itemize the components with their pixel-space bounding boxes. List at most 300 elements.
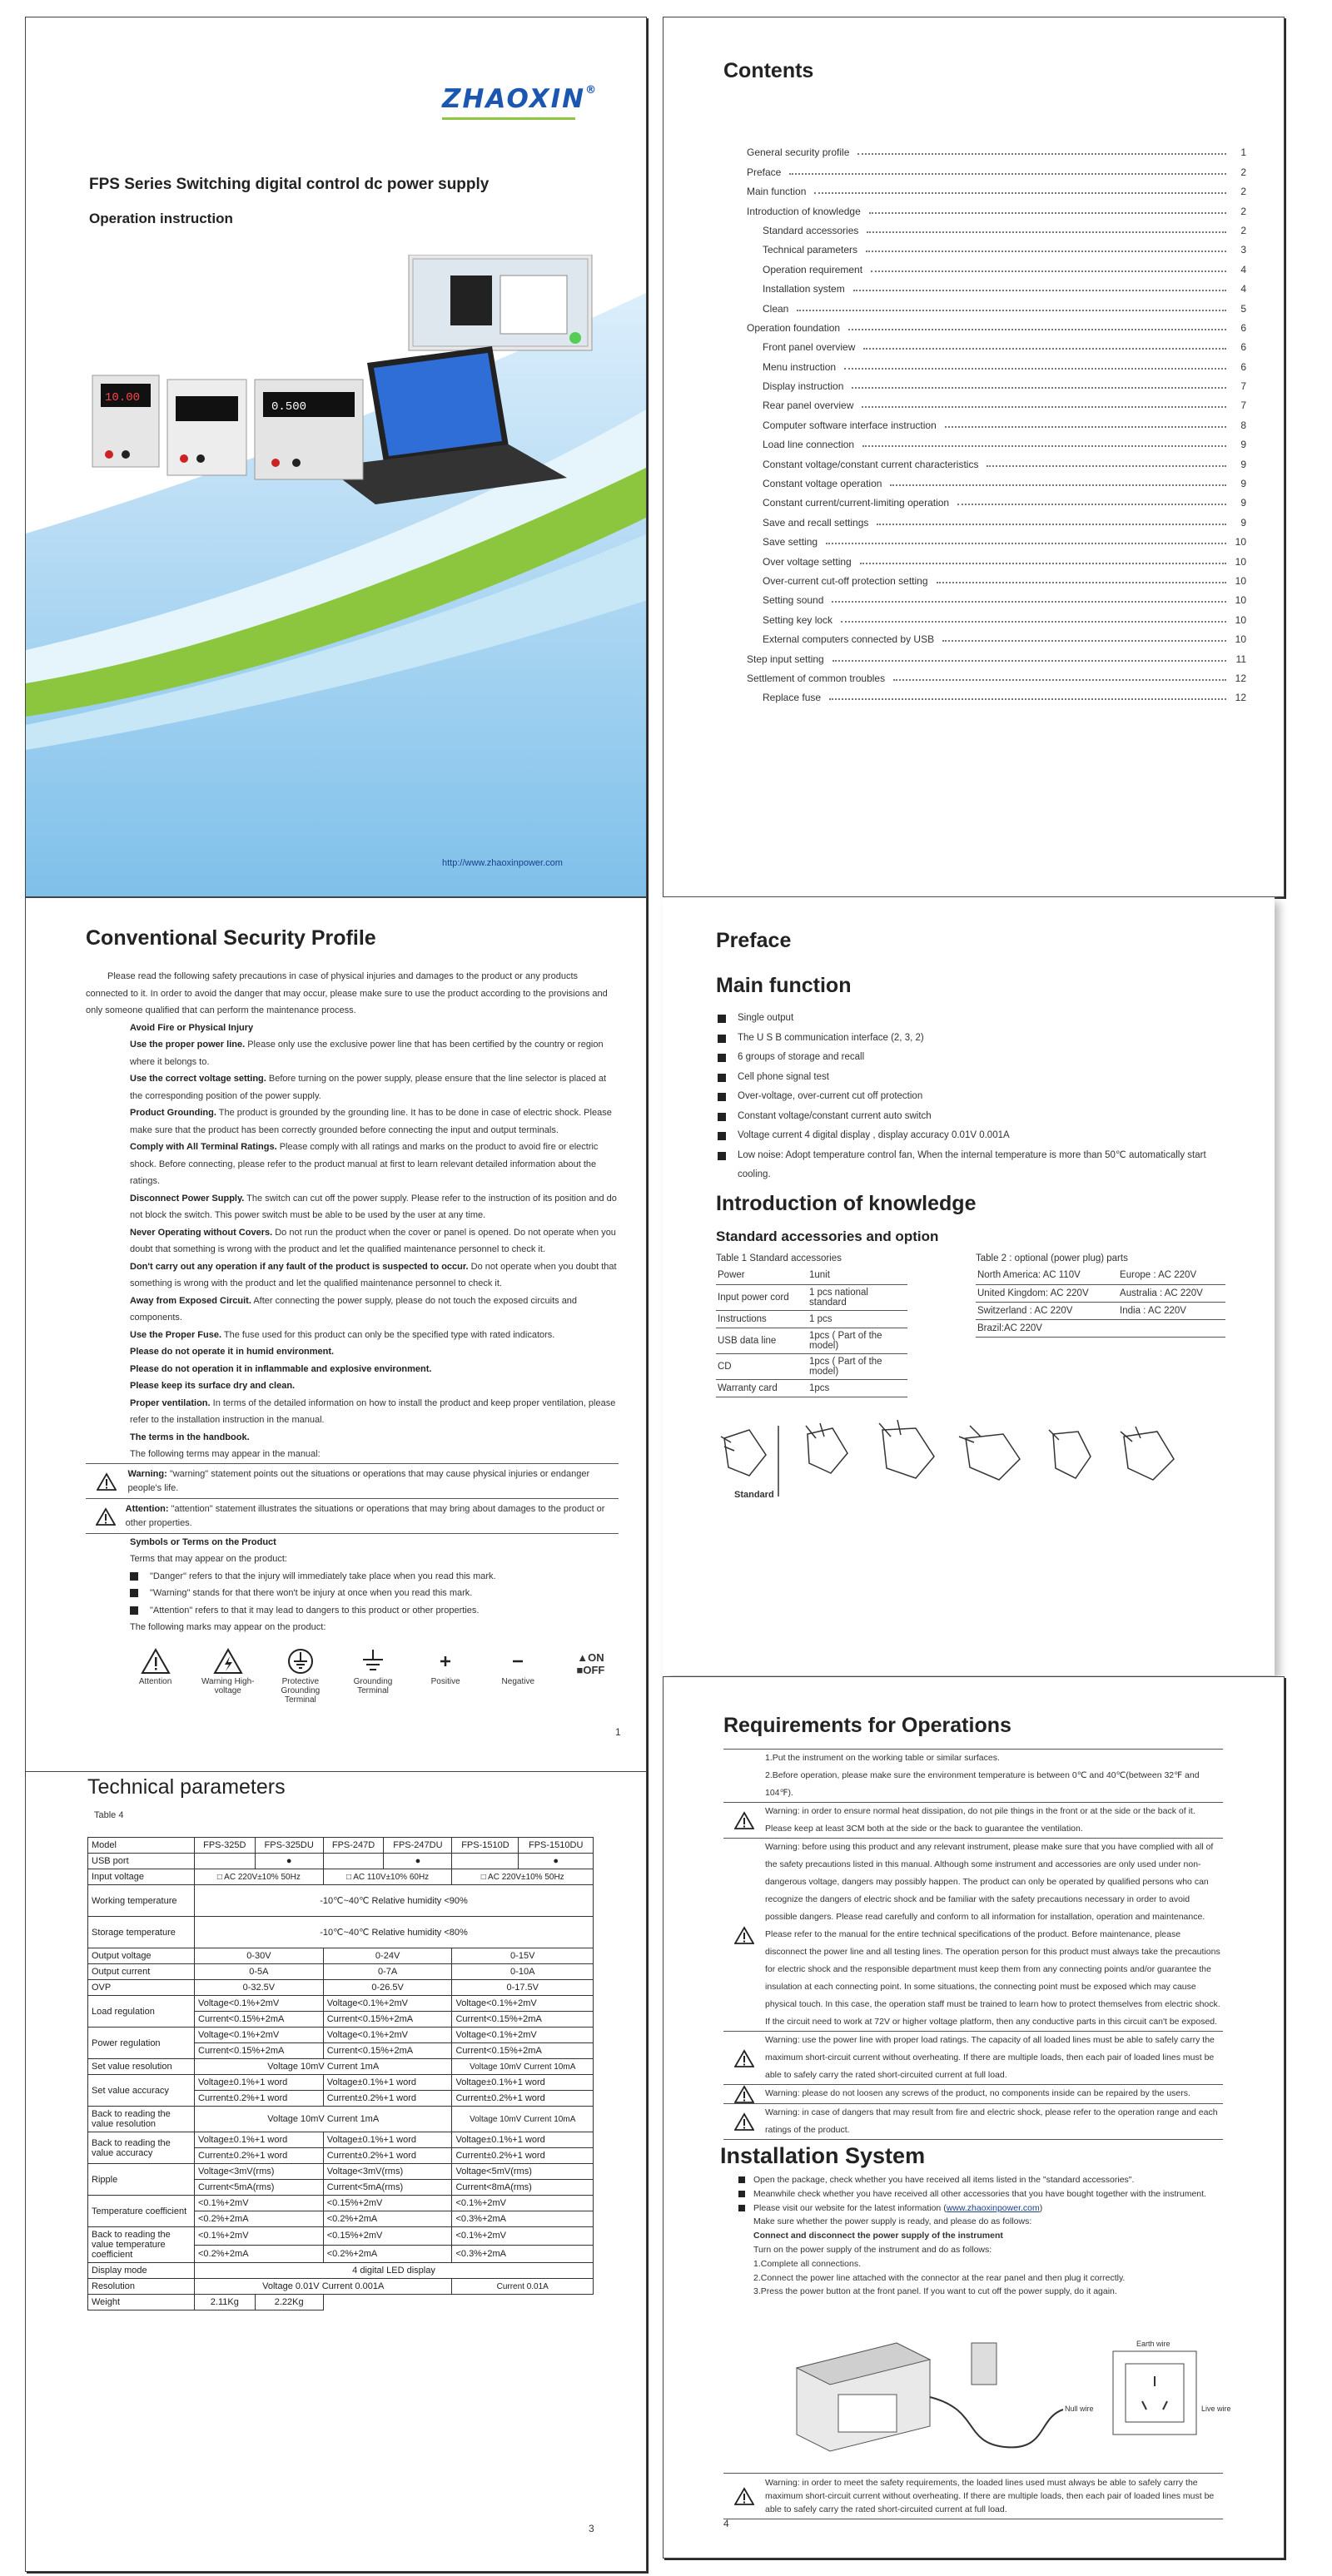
toc-label: Standard accessories	[763, 224, 859, 236]
param-label: USB port	[88, 1854, 195, 1869]
security-page	[25, 897, 647, 1778]
function-list	[718, 1009, 1234, 1185]
toc-page: 10	[1235, 633, 1246, 646]
installation-title: Installation System	[720, 2143, 926, 2168]
toc-entry[interactable]	[747, 139, 1246, 158]
contents-page	[663, 17, 1285, 897]
bullet-square	[130, 1606, 138, 1615]
plug-cell: North America: AC 110V	[976, 1267, 1118, 1284]
span-value: 4 digital LED display	[195, 2263, 594, 2279]
security-item-heading: Please do not operate it in humid environment.	[130, 1347, 335, 1357]
security-item	[86, 1224, 619, 1258]
toc-leader	[829, 698, 1226, 700]
toc-leader	[945, 426, 1226, 428]
toc-leader	[893, 679, 1226, 681]
preface-title: Preface	[716, 929, 792, 952]
security-item	[86, 1361, 619, 1378]
toc-label: Constant voltage operation	[763, 478, 882, 490]
toc-entry[interactable]	[747, 275, 1246, 295]
toc-label: Technical parameters	[763, 244, 858, 256]
security-item-heading: Proper ventilation.	[130, 1397, 211, 1408]
main-function-title: Main function	[716, 974, 852, 997]
warning-body: "attention" statement illustrates the situations or operations that may bring about damages to the product or other properties.	[125, 1503, 605, 1528]
param-value: Voltage<5mV(rms)	[452, 2164, 594, 2180]
accessory-qty: 1pcs	[808, 1379, 907, 1397]
toc-entry[interactable]	[747, 295, 1246, 314]
toc-label: Introduction of knowledge	[747, 205, 861, 217]
toc-entry[interactable]	[747, 606, 1246, 625]
toc-page: 6	[1240, 341, 1246, 354]
param-label: Load regulation	[88, 1996, 195, 2028]
toc-page: 11	[1235, 653, 1246, 665]
cover-title: FPS Series Switching digital control dc power supply	[89, 176, 490, 193]
install-text: Open the package, check whether you have received all items listed in the "standard accessories".	[753, 2175, 1135, 2185]
symbol-label: Protective Grounding Terminal	[281, 1676, 321, 1705]
toc-leader	[866, 251, 1226, 252]
param-value: Voltage<3mV(rms)	[195, 2164, 324, 2180]
requirement-text: Warning: please do not loosen any screws of the product, no components inside can be repaired by the users.	[765, 2088, 1190, 2098]
param-value: 0-30V	[195, 1948, 324, 1964]
bullet-square	[130, 1589, 138, 1597]
plug-cell: Brazil:AC 220V	[976, 1319, 1118, 1337]
off-label: ■OFF	[576, 1663, 605, 1676]
param-label: Set value accuracy	[88, 2075, 195, 2107]
toc-entry[interactable]	[747, 392, 1246, 411]
install-text: Please visit our website for the latest information (www.zhaoxinpower.com)	[753, 2202, 1043, 2213]
requirement-icon-cell	[723, 1803, 765, 1838]
table-row	[88, 2196, 594, 2211]
symbol-item	[418, 1648, 474, 1705]
requirements-page	[663, 1676, 1285, 2559]
cover-lcd-current: 0.500	[271, 400, 307, 414]
param-value: 0-26.5V	[323, 1980, 452, 1996]
warning-icon	[734, 2049, 754, 2067]
toc-entry[interactable]	[747, 197, 1246, 216]
function-item	[718, 1087, 1234, 1107]
toc-leader	[942, 640, 1226, 642]
warning-icon	[734, 2112, 754, 2131]
param-value: Current<5mA(rms)	[323, 2180, 452, 2196]
accessory-qty: 1unit	[808, 1267, 907, 1284]
security-item-text: Do not run the product when the cover or panel is opened. Do not operate when you doubt that something is wrong with the product and let the qualified maintenance personnel to check it.	[130, 1227, 616, 1254]
toc-page: 2	[1240, 186, 1246, 198]
symbol-item	[490, 1648, 546, 1705]
toc-leader	[862, 445, 1226, 447]
toc-label: Rear panel overview	[763, 400, 854, 412]
span-value: -10℃~40℃ Relative humidity <80%	[195, 1917, 594, 1948]
page-number: 1	[615, 1726, 621, 1738]
install-link[interactable]: www.zhaoxinpower.com	[946, 2202, 1040, 2213]
usb-cell: ●	[519, 1854, 594, 1869]
param-value: 0-17.5V	[452, 1980, 594, 1996]
toc-leader	[832, 601, 1226, 603]
toc-entry[interactable]	[747, 450, 1246, 469]
param-value: Current<0.15%+2mA	[452, 2012, 594, 2028]
toc-label: Over voltage setting	[763, 555, 852, 568]
toc-label: Display instruction	[763, 380, 844, 393]
param-value: Voltage 10mV Current 10mA	[452, 2059, 594, 2075]
accessories-title: Standard accessories and option	[716, 1228, 939, 1244]
toc-entry[interactable]	[747, 411, 1246, 430]
security-item-text: The product is grounded by the grounding line. It has to be done in case of electric shock. Please make sure that the product has been correctly grounded before connecting the input and output terminals.	[130, 1108, 612, 1135]
weight-value: 2.22Kg	[255, 2295, 323, 2310]
toc-page: 9	[1240, 458, 1246, 470]
table-row	[88, 2107, 594, 2132]
table-row	[88, 1948, 594, 1964]
function-item	[718, 1068, 1234, 1088]
toc-entry[interactable]	[747, 489, 1246, 509]
table-row	[88, 2132, 594, 2148]
toc-page: 10	[1235, 613, 1246, 626]
accessory-name: CD	[716, 1353, 808, 1379]
ground-icon	[358, 1648, 388, 1675]
param-label: Output voltage	[88, 1948, 195, 1964]
table-row	[88, 2279, 594, 2295]
param-value: Current<0.15%+2mA	[452, 2043, 594, 2059]
param-value: <0.2%+2mA	[323, 2245, 452, 2263]
symbol-item	[345, 1648, 400, 1705]
table-row	[88, 2059, 594, 2075]
install-step: 2.Connect the power line attached with the connector at the rear panel and then plug it correctly.	[753, 2272, 1126, 2283]
param-value: <0.15%+2mV	[323, 2227, 452, 2246]
table-row	[976, 1319, 1225, 1337]
bullet-text: "Attention" refers to that it may lead to dangers to this product or other properties.	[150, 1605, 480, 1616]
param-value: Voltage±0.1%+1 word	[195, 2075, 324, 2091]
param-value: Current 0.01A	[452, 2279, 594, 2295]
toc-page: 5	[1240, 302, 1246, 315]
warning-text	[126, 1502, 619, 1531]
param-label: Output current	[88, 1964, 195, 1980]
toc-entry[interactable]	[747, 626, 1246, 645]
param-label: Ripple	[88, 2164, 195, 2196]
param-value: 0-7A	[323, 1964, 452, 1980]
table-row	[88, 1838, 594, 1854]
model-name: FPS-1510D	[452, 1838, 519, 1854]
usb-cell	[323, 1854, 384, 1869]
requirement-icon-cell	[723, 1839, 765, 2031]
toc-page: 7	[1240, 380, 1246, 393]
toc-leader	[857, 153, 1226, 155]
table-row	[88, 2075, 594, 2091]
table-row	[716, 1353, 907, 1379]
table-row	[716, 1284, 907, 1310]
bullet-square	[718, 1132, 726, 1140]
model-name: FPS-1510DU	[519, 1838, 594, 1854]
accessory-qty: 1 pcs	[808, 1310, 907, 1328]
usb-cell: ●	[384, 1854, 452, 1869]
table-row	[976, 1284, 1225, 1302]
param-label: Display mode	[88, 2263, 195, 2279]
toc-entry[interactable]	[747, 529, 1246, 548]
toc-entry[interactable]	[747, 509, 1246, 528]
toc-entry[interactable]	[747, 353, 1246, 372]
param-value: <0.1%+2mV	[452, 2227, 594, 2246]
knowledge-title: Introduction of knowledge	[716, 1192, 977, 1215]
toc-label: Preface	[747, 166, 782, 178]
symbols-intro: Terms that may appear on the product:	[130, 1554, 287, 1564]
toc-entry[interactable]	[747, 178, 1246, 197]
symbol-label: Warning High-voltage	[201, 1676, 255, 1695]
function-text: The U S B communication interface (2, 3, 2)	[738, 1032, 924, 1043]
toc-leader	[841, 621, 1226, 623]
toc-leader	[957, 504, 1226, 505]
warning-icon	[734, 1811, 754, 1829]
model-name: FPS-247D	[323, 1838, 384, 1854]
requirement-icon-cell	[723, 1750, 765, 1802]
brand-logo: ZHAOXIN®	[442, 84, 599, 114]
plug-cell: United Kingdom: AC 220V	[976, 1284, 1118, 1302]
security-body	[86, 968, 619, 1705]
param-value: Current<0.15%+2mA	[323, 2012, 452, 2028]
toc-entry[interactable]	[747, 665, 1246, 684]
param-value: Voltage 0.01V Current 0.001A	[195, 2279, 452, 2295]
toc-leader	[863, 348, 1226, 350]
param-value: Current±0.2%+1 word	[195, 2091, 324, 2107]
positive-icon	[430, 1648, 460, 1675]
security-item-heading: Use the correct voltage setting.	[130, 1074, 266, 1084]
page-number: 4	[723, 2518, 729, 2529]
empty-cell	[323, 2295, 593, 2310]
toc-label: Settlement of common troubles	[747, 672, 886, 684]
requirement-row	[723, 2031, 1223, 2084]
requirement-text: Warning: in order to ensure normal heat dissipation, do not pile things in the front or at the side or the back of it. Please keep at least 3CM both at the side or the back to guarantee the ventilation.	[765, 1806, 1195, 1834]
param-value: <0.2%+2mA	[195, 2245, 324, 2263]
symbols-heading: Symbols or Terms on the Product	[130, 1536, 276, 1547]
param-value: Voltage<0.1%+2mV	[452, 1996, 594, 2012]
security-item-heading: Avoid Fire or Physical Injury	[130, 1022, 254, 1033]
symbol-label: Negative	[501, 1676, 534, 1686]
toc-entry[interactable]	[747, 587, 1246, 606]
symbol-label: Grounding Terminal	[353, 1676, 393, 1695]
install-step: Turn on the power supply of the instrument and do as follows:	[753, 2244, 992, 2255]
toc-entry[interactable]	[747, 236, 1246, 256]
table-row	[976, 1267, 1225, 1284]
bullet-square	[718, 1152, 726, 1160]
param-value: Current<0.15%+2mA	[195, 2012, 324, 2028]
security-item	[86, 1293, 619, 1327]
install-step: 1.Complete all connections.	[753, 2258, 861, 2269]
toc-entry[interactable]	[747, 315, 1246, 334]
table-row	[716, 1310, 907, 1328]
security-item	[86, 1377, 619, 1395]
input-voltage: □ AC 110V±10% 60Hz	[323, 1869, 452, 1885]
plug-cell	[1118, 1319, 1225, 1337]
plug-cell: Europe : AC 220V	[1118, 1267, 1225, 1284]
toc-page: 1	[1240, 146, 1246, 159]
function-item	[718, 1146, 1234, 1185]
param-label: Weight	[88, 2295, 195, 2310]
param-value: <0.3%+2mA	[452, 2211, 594, 2227]
param-value: 0-15V	[452, 1948, 594, 1964]
symbol-label: Positive	[430, 1676, 460, 1686]
warning-label: Warning:	[127, 1468, 167, 1479]
on-label: ▲ON	[577, 1650, 604, 1664]
param-label: Power regulation	[88, 2028, 195, 2059]
table-row	[88, 1869, 594, 1885]
param-value: Current<5mA(rms)	[195, 2180, 324, 2196]
table2-caption: Table 2 : optional (power plug) parts	[976, 1253, 1128, 1263]
requirement-text: 1.Put the instrument on the working table or similar surfaces. 2.Before operation, please make sure the environment temperature is between 0℃ and 40℃(between 32℉ and 104℉).	[765, 1753, 1200, 1798]
function-item	[718, 1009, 1234, 1029]
security-title: Conventional Security Profile	[86, 926, 376, 950]
function-text: Voltage current 4 digital display , display accuracy 0.01V 0.001A	[738, 1130, 1010, 1140]
span-value: -10℃~40℃ Relative humidity <90%	[195, 1885, 594, 1917]
requirements-list	[723, 1749, 1223, 2140]
table-row	[716, 1267, 907, 1284]
toc-label: Step input setting	[747, 653, 824, 665]
table-row	[88, 2227, 594, 2246]
table-row	[88, 2263, 594, 2279]
warning-row	[86, 1463, 619, 1498]
toc-entry[interactable]	[747, 256, 1246, 275]
live-wire-label: Live wire	[1201, 2405, 1231, 2413]
param-label: Back to reading the value resolution	[88, 2107, 195, 2132]
symbol-row	[86, 1648, 619, 1705]
requirement-text: Warning: in case of dangers that may result from fire and electric shock, please refer to the operation range and each ratings of the product.	[765, 2107, 1218, 2135]
security-item-heading: Use the Proper Fuse.	[130, 1329, 222, 1340]
toc-entry[interactable]	[747, 568, 1246, 587]
param-value: Current±0.2%+1 word	[452, 2091, 594, 2107]
toc-entry[interactable]	[747, 645, 1246, 664]
toc-page: 10	[1235, 536, 1246, 548]
toc-entry[interactable]	[747, 684, 1246, 703]
warning-icon	[97, 1472, 117, 1491]
security-item	[86, 1327, 619, 1344]
cover-subtitle: Operation instruction	[89, 211, 233, 226]
requirement-row	[723, 1838, 1223, 2031]
param-value: Voltage±0.1%+1 word	[452, 2075, 594, 2091]
bullet-square	[718, 1035, 726, 1043]
security-item	[86, 1020, 619, 1037]
toc-leader	[867, 231, 1226, 233]
security-item	[86, 1070, 619, 1104]
toc-entry[interactable]	[747, 548, 1246, 567]
toc-page: 2	[1240, 166, 1246, 178]
install-subheading: Connect and disconnect the power supply of the instrument	[753, 2231, 1003, 2241]
toc-list	[747, 139, 1246, 703]
security-item-heading: The terms in the handbook.	[130, 1432, 250, 1442]
security-item-heading: Product Grounding.	[130, 1108, 216, 1118]
toc-leader	[871, 271, 1226, 272]
warning-icon	[734, 2487, 754, 2505]
table4-caption: Table 4	[94, 1810, 124, 1820]
toc-entry[interactable]	[747, 373, 1246, 392]
requirement-icon-cell	[723, 2104, 765, 2139]
bullet-square	[130, 1572, 138, 1581]
toc-leader	[890, 484, 1226, 486]
accessories-table	[716, 1267, 907, 1397]
usb-cell	[195, 1854, 256, 1869]
function-text: Low noise: Adopt temperature control fan, When the internal temperature is more than 50℃ automatically start cooling.	[738, 1149, 1206, 1179]
param-value: Current±0.2%+1 word	[323, 2091, 452, 2107]
toc-leader	[832, 660, 1226, 662]
param-value: <0.3%+2mA	[452, 2245, 594, 2263]
toc-page: 9	[1240, 516, 1246, 529]
param-value: Current<0.15%+2mA	[323, 2043, 452, 2059]
accessory-qty: 1 pcs national standard	[808, 1284, 907, 1310]
requirement-icon-cell	[723, 2085, 765, 2103]
param-label: Back to reading the value accuracy	[88, 2132, 195, 2164]
function-text: Cell phone signal test	[738, 1071, 829, 1082]
negative-icon	[503, 1648, 533, 1675]
product-illustration	[76, 255, 617, 521]
param-value: Current±0.2%+1 word	[195, 2148, 324, 2164]
toc-page: 4	[1240, 283, 1246, 295]
toc-leader	[789, 173, 1226, 175]
security-item-heading: Use the proper power line.	[130, 1040, 246, 1050]
attention-icon	[141, 1648, 171, 1675]
param-value: 0-24V	[323, 1948, 452, 1964]
security-item-text: In terms of the detailed information on how to install the product and keep proper ventilation, please refer to the installation instruction in the manual.	[130, 1397, 616, 1425]
toc-page: 9	[1240, 497, 1246, 509]
param-label: Storage temperature	[88, 1917, 195, 1948]
toc-leader	[852, 387, 1226, 389]
weight-value: 2.11Kg	[195, 2295, 256, 2310]
param-value: <0.1%+2mV	[452, 2196, 594, 2211]
table1-caption: Table 1 Standard accessories	[716, 1253, 842, 1263]
param-value: <0.2%+2mA	[195, 2211, 324, 2227]
param-value: Voltage<0.1%+2mV	[195, 2028, 324, 2043]
technical-title: Technical parameters	[87, 1775, 286, 1799]
function-text: Single output	[738, 1013, 794, 1023]
requirement-row	[723, 1749, 1223, 1802]
table-row	[976, 1302, 1225, 1319]
bullet-square	[738, 2176, 745, 2183]
symbol-item	[200, 1648, 256, 1705]
accessory-name: Input power cord	[716, 1284, 808, 1310]
toc-page: 12	[1235, 692, 1246, 704]
toc-entry[interactable]	[747, 217, 1246, 236]
toc-label: Replace fuse	[763, 692, 822, 704]
param-value: Voltage<0.1%+2mV	[323, 2028, 452, 2043]
param-value: Voltage±0.1%+1 word	[323, 2075, 452, 2091]
security-item-heading: Please keep its surface dry and clean.	[130, 1381, 296, 1391]
requirement-text: Warning: use the power line with proper load ratings. The capacity of all loaded lines must be able to safely carry the maximum short-circuit current without overheating. If there are multiple loads, then each pair of loaded lines must be able to safely carry the rated short-circuited current at full load.	[765, 2035, 1215, 2080]
model-name: FPS-325DU	[255, 1838, 323, 1854]
accessory-qty: 1pcs ( Part of the model)	[808, 1353, 907, 1379]
cover-lcd-voltage: 10.00	[105, 391, 141, 405]
cover-website[interactable]: http://www.zhaoxinpower.com	[442, 858, 563, 868]
toc-page: 8	[1240, 419, 1246, 431]
warning-icon-cell	[86, 1467, 128, 1496]
toc-label: Setting sound	[763, 594, 824, 607]
toc-label: Computer software interface instruction	[763, 419, 937, 431]
function-text: Over-voltage, over-current cut off protection	[738, 1091, 923, 1101]
requirements-title: Requirements for Operations	[723, 1714, 1011, 1737]
bullet-square	[718, 1113, 726, 1121]
null-wire-label: Null wire	[1065, 2405, 1094, 2413]
param-value: 0-5A	[195, 1964, 324, 1980]
toc-label: External computers connected by USB	[763, 633, 935, 646]
terms-intro: The following terms may appear in the manual:	[130, 1449, 321, 1459]
security-item-text: Do not operate when you doubt that something is wrong with the product and let the qualified maintenance personnel to check it.	[130, 1261, 617, 1288]
toc-leader	[937, 582, 1226, 583]
input-voltage: □ AC 220V±10% 50Hz	[195, 1869, 324, 1885]
toc-entry[interactable]	[747, 158, 1246, 177]
symbol-item	[272, 1648, 328, 1705]
toc-entry[interactable]	[747, 431, 1246, 450]
param-label: Working temperature	[88, 1885, 195, 1917]
toc-entry[interactable]	[747, 334, 1246, 353]
toc-label: Operation foundation	[747, 321, 841, 334]
logo-underline	[442, 117, 592, 122]
toc-label: Setting key lock	[763, 613, 833, 626]
requirement-icon-cell	[723, 2032, 765, 2084]
symbol-label: Attention	[138, 1676, 172, 1686]
toc-entry[interactable]	[747, 470, 1246, 489]
installation-diagram	[788, 2335, 1255, 2468]
requirement-text: Warning: before using this product and any relevant instrument, please make sure that you have complied with all of the safety precautions listed in this manual. Although some instrument and accessories are only used under non-dangerous voltage, dangers may possibly happen. The product can only be operated by qualified persons who can recognize the dangers of electric shock and be familiar with the safety precautions necessary in order to avoid possible dangers. Please read carefully and conform to all information for installation, operation and maintenance. Please refer to the manual for the entire technical specifications of the product. Before maintenance, please disconnect the power line and all testing lines. The operation person for this product must always take the precautions for electric shock and the responsible department must keep them from any connecting points and/or guarantee the insulation at each connecting point. In some situations, the connecting point must be exposed which may cause physical touch. In this case, the operation staff must be trained to learn how to protect themselves from electric shock. If the circuit need to work at 72V or higher voltage platform, then any conductive parts in this circuit can't be exposed.	[765, 1842, 1220, 2027]
